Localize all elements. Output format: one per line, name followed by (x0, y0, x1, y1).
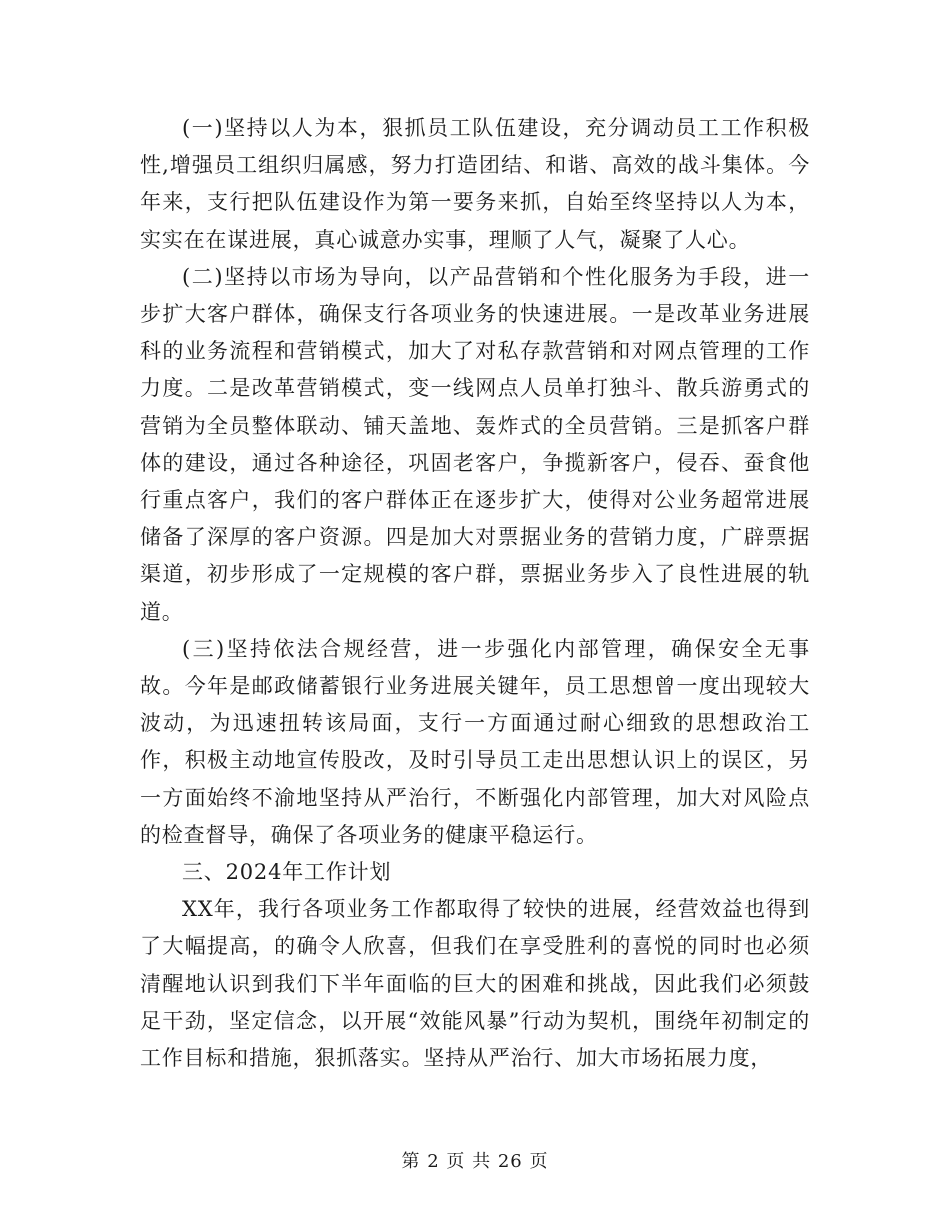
paragraph-compliance: (三)坚持依法合规经营，进一步强化内部管理，确保安全无事故。今年是邮政储蓄银行业务进展关键年，员工思想曾一度出现较大波动，为迅速扭转该局面，支行一方面通过耐心细致的思想政治工作，积极主动地宣传股改，及时引导员工走出思想认识上的误区，另一方面始终不渝地坚持从严治行，不断强化内部管理，加大对风险点的检查督导，确保了各项业务的健康平稳运行。 (140, 636, 810, 847)
document-body (140, 110, 810, 1077)
paragraph-people-oriented: (一)坚持以人为本，狠抓员工队伍建设，充分调动员工工作积极性,增强员工组织归属感，努力打造团结、和谐、高效的战斗集体。今年来，支行把队伍建设作为第一要务来抓，自始至终坚持以人为本，实实在在谋进展，真心诚意办实事，理顺了人气，凝聚了人心。 (140, 116, 810, 252)
paragraph-work-plan: XX年，我行各项业务工作都取得了较快的进展，经营效益也得到了大幅提高，的确令人欣喜，但我们在享受胜利的喜悦的同时也必须清醒地认识到我们下半年面临的巨大的困难和挑战，因此我们必须鼓足干劲，坚定信念，以开展“效能风暴”行动为契机，围绕年初制定的工作目标和措施，狠抓落实。坚持从严治行、加大市场拓展力度， (140, 897, 810, 1071)
paragraph-market-oriented: (二)坚持以市场为导向，以产品营销和个性化服务为手段，进一步扩大客户群体，确保支行各项业务的快速进展。一是改革业务进展科的业务流程和营销模式，加大了对私存款营销和对网点管理的工作力度。二是改革营销模式，变一线网点人员单打独斗、散兵游勇式的营销为全员整体联动、铺天盖地、轰炸式的全员营销。三是抓客户群体的建设，通过各种途径，巩固老客户，争揽新客户，侵吞、蚕食他行重点客户，我们的客户群体正在逐步扩大，使得对公业务超常进展储备了深厚的客户资源。四是加大对票据业务的营销力度，广辟票据渠道，初步形成了一定规模的客户群，票据业务步入了良性进展的轨道。 (140, 264, 810, 624)
section-heading: 三、2024年工作计划 (182, 860, 392, 885)
page-number-footer: 第 2 页 共 26 页 (401, 1151, 549, 1172)
